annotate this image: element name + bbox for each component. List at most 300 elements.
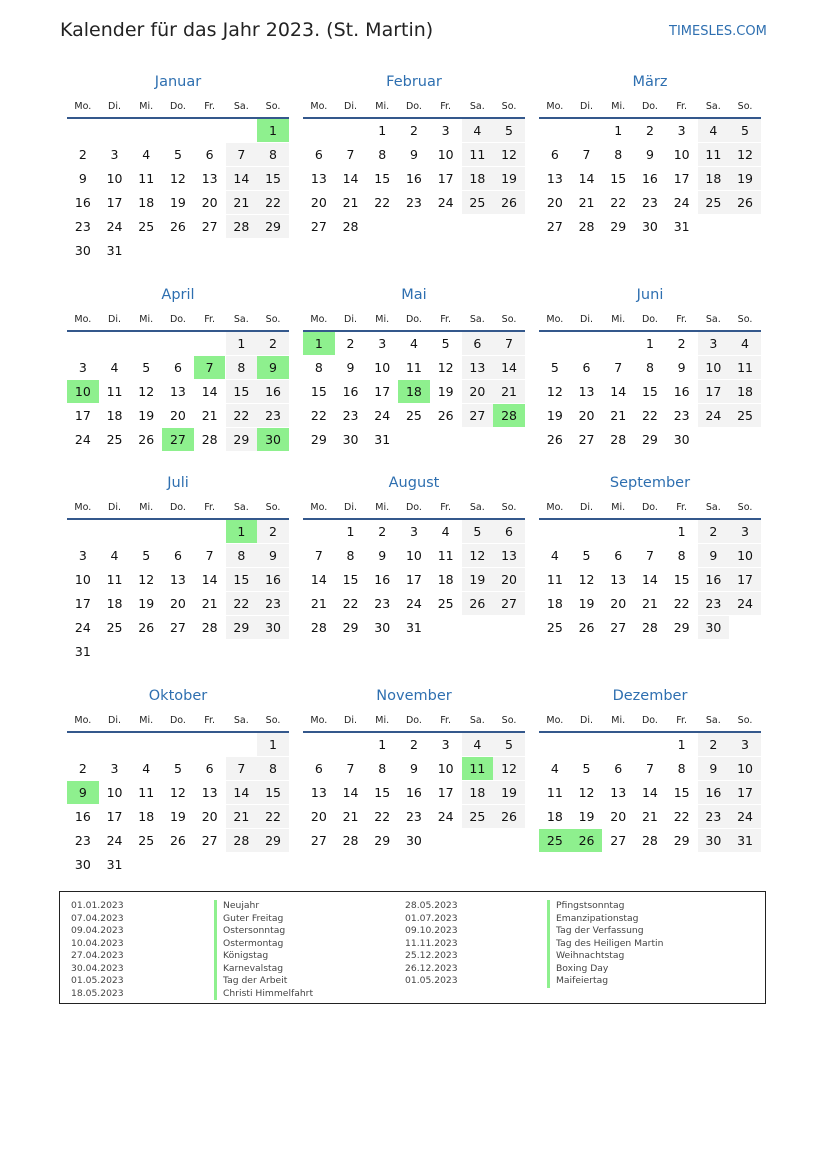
weekday-header: Fr. <box>440 502 452 513</box>
day-cell: 26 <box>462 592 494 615</box>
day-cell: 15 <box>610 171 627 186</box>
day-cell: 12 <box>578 572 595 587</box>
holiday-legend <box>59 891 766 1004</box>
day-cell: 9 <box>698 757 730 780</box>
day-cell: 22 <box>226 592 258 615</box>
day-cell: 20 <box>169 408 186 423</box>
legend-date: 10.04.2023 <box>71 937 124 949</box>
weekday-header: Sa. <box>469 101 485 112</box>
weekday-header: Fr. <box>440 715 452 726</box>
day-cell: 15 <box>310 384 327 399</box>
day-cell: 15 <box>374 171 391 186</box>
weekday-header: Do. <box>169 101 186 112</box>
day-cell: 8 <box>614 147 623 162</box>
day-cell: 7 <box>226 143 258 166</box>
day-cell: 6 <box>462 332 494 355</box>
legend-date: 25.12.2023 <box>405 950 458 961</box>
month-name: Februar <box>386 74 442 90</box>
day-cell: 4 <box>110 360 119 375</box>
day-cell: 18 <box>106 408 123 423</box>
day-cell: 22 <box>257 805 289 828</box>
weekday-header: Mo. <box>310 101 328 112</box>
legend-holiday-name: Pfingstsonntag <box>547 900 663 913</box>
weekday-header: Mi. <box>375 314 390 325</box>
month-name: Juli <box>167 475 189 491</box>
day-cell: 10 <box>729 544 761 567</box>
legend-holiday-name: Guter Freitag <box>214 913 313 926</box>
day-cell: 13 <box>610 785 627 800</box>
day-cell: 13 <box>462 356 494 379</box>
day-cell: 14 <box>201 572 218 587</box>
day-cell: 17 <box>106 195 123 210</box>
day-cell: 19 <box>578 809 595 824</box>
weekday-header: Di. <box>580 502 594 513</box>
day-cell: 7 <box>614 360 623 375</box>
weekday-header: Mi. <box>139 314 154 325</box>
day-cell: 6 <box>205 147 214 162</box>
day-cell: 18 <box>138 195 155 210</box>
month-block <box>303 688 525 888</box>
day-cell: 31 <box>74 644 91 659</box>
day-cell: 21 <box>310 596 327 611</box>
month-block <box>67 688 289 888</box>
day-cell: 29 <box>226 616 258 639</box>
day-cell: 28 <box>342 219 359 234</box>
day-cell: 12 <box>462 544 494 567</box>
day-cell: 12 <box>138 572 155 587</box>
day-cell: 7 <box>314 548 323 563</box>
day-cell: 29 <box>673 620 690 635</box>
day-cell: 2 <box>78 761 87 776</box>
weekday-header: Mo. <box>310 715 328 726</box>
day-cell: 28 <box>342 833 359 848</box>
day-cell: 9 <box>409 147 418 162</box>
day-cell: 23 <box>374 596 391 611</box>
day-cell: 17 <box>729 781 761 804</box>
legend-holiday-name: Weihnachtstag <box>547 950 663 963</box>
weekday-header: So. <box>737 101 753 112</box>
weekday-header: Mi. <box>611 502 626 513</box>
legend-date: 09.10.2023 <box>405 925 458 936</box>
month-name: November <box>376 688 452 704</box>
day-cell: 6 <box>314 761 323 776</box>
day-cell: 22 <box>310 408 327 423</box>
day-cell: 5 <box>582 761 591 776</box>
day-cell: 8 <box>226 356 258 379</box>
day-cell: 12 <box>138 384 155 399</box>
day-cell: 4 <box>142 147 151 162</box>
day-cell: 24 <box>673 195 690 210</box>
weekday-header: Sa. <box>469 502 485 513</box>
day-cell: 29 <box>310 432 327 447</box>
weekday-header: Mo. <box>546 101 564 112</box>
legend-holiday-name: Tag der Verfassung <box>547 925 663 938</box>
legend-date: 01.05.2023 <box>405 975 458 986</box>
legend-date: 28.05.2023 <box>405 900 458 911</box>
weekday-header: So. <box>737 502 753 513</box>
day-cell: 16 <box>257 568 289 591</box>
day-cell: 24 <box>106 833 123 848</box>
weekday-header: Fr. <box>204 502 216 513</box>
weekday-header: Do. <box>169 715 186 726</box>
day-cell: 21 <box>578 195 595 210</box>
day-cell: 8 <box>314 360 323 375</box>
day-cell: 24 <box>74 432 91 447</box>
day-cell: 4 <box>110 548 119 563</box>
day-cell: 27 <box>201 833 218 848</box>
day-cell: 10 <box>405 548 422 563</box>
day-cell: 11 <box>546 785 563 800</box>
day-cell: 6 <box>493 520 525 543</box>
day-cell: 5 <box>582 548 591 563</box>
day-cell: 8 <box>378 147 387 162</box>
day-cell: 3 <box>110 147 119 162</box>
legend-holiday-name: Tag des Heiligen Martin <box>547 938 663 951</box>
weekday-header: Fr. <box>204 715 216 726</box>
month-header-rule <box>67 731 289 733</box>
legend-date: 30.04.2023 <box>71 962 124 974</box>
day-cell: 14 <box>641 785 658 800</box>
day-cell: 9 <box>409 761 418 776</box>
holiday-day-cell: 26 <box>571 829 603 852</box>
day-cell: 30 <box>374 620 391 635</box>
day-cell: 28 <box>610 432 627 447</box>
page-title: Kalender für das Jahr 2023. (St. Martin) <box>60 19 434 41</box>
day-cell: 10 <box>673 147 690 162</box>
holiday-day-cell: 25 <box>539 829 571 852</box>
day-cell: 6 <box>614 548 623 563</box>
day-cell: 3 <box>78 548 87 563</box>
day-cell: 29 <box>641 432 658 447</box>
month-name: Juni <box>636 287 664 303</box>
day-cell: 24 <box>437 809 454 824</box>
day-cell: 22 <box>610 195 627 210</box>
weekday-header: Fr. <box>676 101 688 112</box>
brand-link[interactable]: TIMESLES.COM <box>669 24 767 39</box>
day-cell: 11 <box>729 356 761 379</box>
day-cell: 30 <box>257 616 289 639</box>
day-cell: 21 <box>610 408 627 423</box>
weekday-header: So. <box>501 314 517 325</box>
day-cell: 9 <box>78 171 87 186</box>
legend-date: 01.07.2023 <box>405 912 458 924</box>
weekday-header: Mo. <box>74 101 92 112</box>
legend-date: 09.04.2023 <box>71 925 124 936</box>
weekday-header: Do. <box>169 502 186 513</box>
month-block <box>539 287 761 487</box>
legend-holiday-name: Karnevalstag <box>214 963 313 976</box>
day-cell: 24 <box>437 195 454 210</box>
day-cell: 29 <box>226 428 258 451</box>
day-cell: 22 <box>226 404 258 427</box>
day-cell: 19 <box>493 167 525 190</box>
legend-holiday-name: Neujahr <box>214 900 313 913</box>
day-cell: 17 <box>729 568 761 591</box>
day-cell: 26 <box>578 620 595 635</box>
day-cell: 19 <box>493 781 525 804</box>
day-cell: 20 <box>169 596 186 611</box>
day-cell: 25 <box>106 620 123 635</box>
day-cell: 25 <box>106 432 123 447</box>
day-cell: 12 <box>169 171 186 186</box>
legend-col-dates-left <box>71 900 124 1000</box>
day-cell: 18 <box>138 809 155 824</box>
weekday-header: Sa. <box>705 101 721 112</box>
weekday-header: So. <box>501 502 517 513</box>
day-cell: 28 <box>641 833 658 848</box>
day-cell: 2 <box>645 123 654 138</box>
day-cell: 29 <box>257 829 289 852</box>
day-cell: 30 <box>698 829 730 852</box>
day-cell: 15 <box>342 572 359 587</box>
day-cell: 4 <box>462 733 494 756</box>
day-cell: 7 <box>226 757 258 780</box>
day-cell: 4 <box>550 761 559 776</box>
day-cell: 7 <box>493 332 525 355</box>
day-cell: 28 <box>578 219 595 234</box>
day-cell: 8 <box>346 548 355 563</box>
legend-date: 11.11.2023 <box>405 937 458 949</box>
weekday-header: Di. <box>580 715 594 726</box>
day-cell: 24 <box>698 404 730 427</box>
day-cell: 26 <box>729 191 761 214</box>
day-cell: 1 <box>677 524 686 539</box>
legend-holiday-name: Boxing Day <box>547 963 663 976</box>
holiday-day-cell: 28 <box>493 404 525 427</box>
day-cell: 17 <box>74 596 91 611</box>
day-cell: 1 <box>257 733 289 756</box>
month-block <box>303 287 525 487</box>
weekday-header: Mo. <box>546 314 564 325</box>
day-cell: 4 <box>698 119 730 142</box>
legend-date: 26.12.2023 <box>405 962 458 974</box>
day-cell: 25 <box>437 596 454 611</box>
day-cell: 2 <box>409 737 418 752</box>
day-cell: 2 <box>698 520 730 543</box>
weekday-header: Di. <box>580 314 594 325</box>
day-cell: 19 <box>462 568 494 591</box>
day-cell: 17 <box>437 171 454 186</box>
legend-col-names-right <box>547 900 663 988</box>
day-cell: 13 <box>578 384 595 399</box>
day-cell: 23 <box>74 219 91 234</box>
day-cell: 28 <box>226 829 258 852</box>
day-cell: 12 <box>546 384 563 399</box>
day-cell: 26 <box>138 620 155 635</box>
month-block <box>539 475 761 675</box>
day-cell: 17 <box>374 384 391 399</box>
day-cell: 2 <box>346 336 355 351</box>
weekday-header: Do. <box>641 314 658 325</box>
legend-holiday-name: Ostermontag <box>214 938 313 951</box>
day-cell: 16 <box>641 171 658 186</box>
day-cell: 23 <box>673 408 690 423</box>
weekday-header: Fr. <box>440 101 452 112</box>
day-cell: 29 <box>342 620 359 635</box>
day-cell: 13 <box>310 171 327 186</box>
day-cell: 14 <box>493 356 525 379</box>
weekday-header: Sa. <box>233 502 249 513</box>
day-cell: 4 <box>441 524 450 539</box>
day-cell: 25 <box>405 408 422 423</box>
day-cell: 15 <box>257 167 289 190</box>
day-cell: 19 <box>138 408 155 423</box>
weekday-header: Di. <box>344 314 358 325</box>
day-cell: 22 <box>257 191 289 214</box>
day-cell: 21 <box>493 380 525 403</box>
day-cell: 17 <box>437 785 454 800</box>
month-name: April <box>161 287 195 303</box>
day-cell: 27 <box>610 620 627 635</box>
day-cell: 23 <box>698 592 730 615</box>
day-cell: 20 <box>546 195 563 210</box>
day-cell: 12 <box>493 757 525 780</box>
day-cell: 5 <box>493 733 525 756</box>
day-cell: 29 <box>374 833 391 848</box>
holiday-day-cell: 11 <box>462 757 494 780</box>
day-cell: 23 <box>257 404 289 427</box>
weekday-header: Sa. <box>233 715 249 726</box>
day-cell: 8 <box>257 143 289 166</box>
day-cell: 8 <box>226 544 258 567</box>
weekday-header: Mi. <box>375 101 390 112</box>
day-cell: 31 <box>374 432 391 447</box>
weekday-header: Mo. <box>310 502 328 513</box>
day-cell: 27 <box>462 404 494 427</box>
day-cell: 5 <box>550 360 559 375</box>
day-cell: 1 <box>346 524 355 539</box>
day-cell: 30 <box>342 432 359 447</box>
day-cell: 22 <box>374 809 391 824</box>
holiday-day-cell: 27 <box>162 428 194 451</box>
day-cell: 22 <box>374 195 391 210</box>
day-cell: 21 <box>226 191 258 214</box>
day-cell: 24 <box>74 620 91 635</box>
day-cell: 30 <box>405 833 422 848</box>
month-name: Mai <box>401 287 427 303</box>
day-cell: 3 <box>110 761 119 776</box>
day-cell: 16 <box>673 384 690 399</box>
day-cell: 5 <box>173 147 182 162</box>
day-cell: 9 <box>346 360 355 375</box>
holiday-day-cell: 1 <box>226 520 258 543</box>
day-cell: 22 <box>342 596 359 611</box>
weekday-header: Sa. <box>705 715 721 726</box>
day-cell: 19 <box>578 596 595 611</box>
weekday-header: Mi. <box>139 502 154 513</box>
day-cell: 25 <box>698 191 730 214</box>
day-cell: 31 <box>106 857 123 872</box>
legend-holiday-name: Ostersonntag <box>214 925 313 938</box>
weekday-header: So. <box>501 715 517 726</box>
holiday-day-cell: 1 <box>257 119 289 142</box>
day-cell: 10 <box>437 761 454 776</box>
day-cell: 13 <box>169 572 186 587</box>
day-cell: 13 <box>493 544 525 567</box>
day-cell: 11 <box>546 572 563 587</box>
month-block <box>539 688 761 888</box>
day-cell: 30 <box>698 616 730 639</box>
weekday-header: Fr. <box>676 715 688 726</box>
day-cell: 15 <box>673 785 690 800</box>
holiday-day-cell: 10 <box>67 380 99 403</box>
day-cell: 31 <box>673 219 690 234</box>
month-block <box>67 74 289 274</box>
day-cell: 16 <box>374 572 391 587</box>
day-cell: 28 <box>310 620 327 635</box>
day-cell: 22 <box>673 596 690 611</box>
weekday-header: Mi. <box>139 715 154 726</box>
day-cell: 17 <box>74 408 91 423</box>
day-cell: 18 <box>546 596 563 611</box>
weekday-header: Mi. <box>375 715 390 726</box>
day-cell: 11 <box>106 384 123 399</box>
weekday-header: Di. <box>580 101 594 112</box>
day-cell: 16 <box>698 568 730 591</box>
day-cell: 21 <box>342 195 359 210</box>
day-cell: 21 <box>201 408 218 423</box>
holiday-day-cell: 7 <box>194 356 226 379</box>
day-cell: 23 <box>641 195 658 210</box>
day-cell: 10 <box>106 785 123 800</box>
legend-col-dates-right <box>405 900 458 988</box>
day-cell: 12 <box>729 143 761 166</box>
day-cell: 7 <box>205 548 214 563</box>
weekday-header: So. <box>265 715 281 726</box>
legend-holiday-name: Emanzipationstag <box>547 913 663 926</box>
day-cell: 10 <box>437 147 454 162</box>
day-cell: 13 <box>610 572 627 587</box>
day-cell: 6 <box>614 761 623 776</box>
day-cell: 19 <box>169 809 186 824</box>
day-cell: 6 <box>582 360 591 375</box>
day-cell: 6 <box>173 360 182 375</box>
month-block <box>303 475 525 675</box>
weekday-header: Fr. <box>204 101 216 112</box>
day-cell: 25 <box>138 219 155 234</box>
day-cell: 31 <box>729 829 761 852</box>
day-cell: 19 <box>437 384 454 399</box>
day-cell: 20 <box>610 809 627 824</box>
day-cell: 12 <box>437 360 454 375</box>
weekday-header: Di. <box>108 314 122 325</box>
holiday-day-cell: 30 <box>257 428 289 451</box>
day-cell: 5 <box>462 520 494 543</box>
day-cell: 5 <box>493 119 525 142</box>
weekday-header: Sa. <box>233 314 249 325</box>
day-cell: 24 <box>729 592 761 615</box>
day-cell: 4 <box>462 119 494 142</box>
day-cell: 23 <box>74 833 91 848</box>
day-cell: 27 <box>578 432 595 447</box>
legend-date: 01.01.2023 <box>71 900 124 911</box>
month-block <box>539 74 761 274</box>
day-cell: 18 <box>462 781 494 804</box>
day-cell: 4 <box>142 761 151 776</box>
day-cell: 20 <box>462 380 494 403</box>
weekday-header: Mo. <box>74 314 92 325</box>
day-cell: 18 <box>546 809 563 824</box>
day-cell: 20 <box>578 408 595 423</box>
day-cell: 25 <box>462 191 494 214</box>
day-cell: 24 <box>374 408 391 423</box>
day-cell: 30 <box>641 219 658 234</box>
day-cell: 20 <box>201 809 218 824</box>
day-cell: 8 <box>378 761 387 776</box>
day-cell: 6 <box>550 147 559 162</box>
day-cell: 26 <box>493 191 525 214</box>
day-cell: 13 <box>201 785 218 800</box>
